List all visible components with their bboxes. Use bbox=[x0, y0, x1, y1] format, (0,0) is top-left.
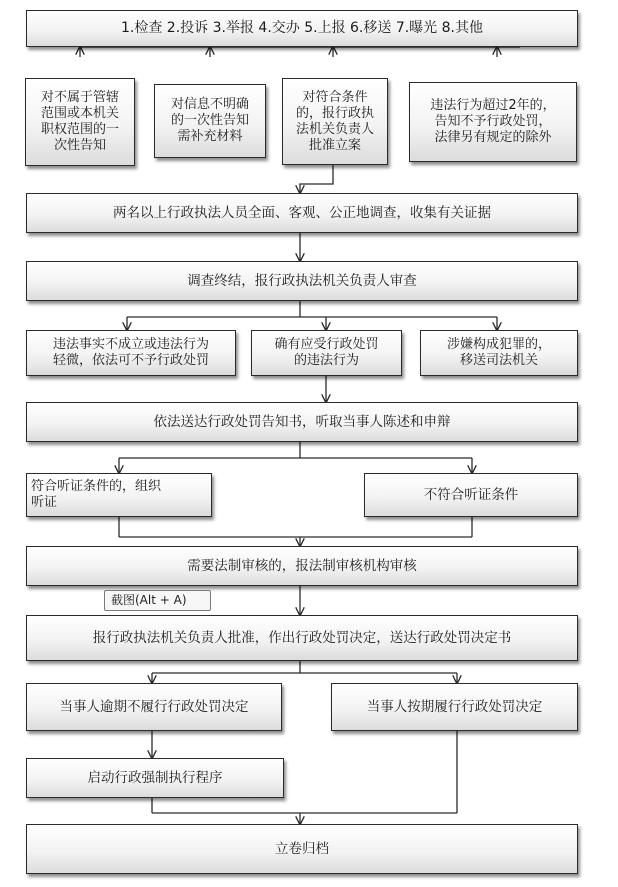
hearing-not-eligible-box: 不符合听证条件 bbox=[364, 473, 578, 517]
start-sources-box: 1.检查 2.投诉 3.举报 4.交办 5.上报 6.移送 7.曝光 8.其他 bbox=[26, 10, 578, 47]
transfer-judicial-box: 涉嫌构成犯罪的， 移送司法机关 bbox=[420, 330, 578, 376]
hearing-eligible-box: 符合听证条件的，组织 听证 bbox=[26, 473, 212, 517]
notice-hearing-box: 依法送达行政处罚告知书，听取当事人陈述和申辩 bbox=[26, 402, 578, 442]
overdue-box: 当事人逾期不履行行政处罚决定 bbox=[26, 683, 282, 731]
archive-box: 立卷归档 bbox=[26, 824, 578, 874]
investigate-box: 两名以上行政执法人员全面、客观、公正地调查，收集有关证据 bbox=[26, 193, 578, 233]
connector-filing-to-investigate bbox=[300, 165, 333, 193]
no-penalty-box: 违法事实不成立或违法行为 轻微，依法可不予行政处罚 bbox=[26, 330, 236, 376]
legal-review-box: 需要法制审核的，报法制审核机构审核 bbox=[26, 546, 578, 586]
investigation-end-box: 调查终结，报行政执法机关负责人审查 bbox=[26, 261, 578, 301]
approve-filing-box: 对符合条件 的，报行政执 法机关负责人 批准立案 bbox=[282, 78, 388, 165]
time-limit-note-box: 违法行为超过2年的， 告知不予行政处罚， 法律另有规定的除外 bbox=[409, 82, 577, 162]
on-time-box: 当事人按期履行行政处罚决定 bbox=[331, 683, 578, 731]
notify-no-jurisdiction-box: 对不属于管辖 范围或本机关 职权范围的一 次性告知 bbox=[25, 78, 135, 166]
enforcement-box: 启动行政强制执行程序 bbox=[26, 758, 284, 798]
penalty-due-box: 确有应受行政处罚 的违法行为 bbox=[251, 330, 402, 376]
screenshot-tooltip: 截图(Alt + A) bbox=[104, 590, 211, 611]
decision-box: 报行政执法机关负责人批准，作出行政处罚决定，送达行政处罚决定书 bbox=[26, 615, 578, 661]
notify-unclear-box: 对信息不明确 的一次性告知 需补充材料 bbox=[154, 84, 266, 158]
